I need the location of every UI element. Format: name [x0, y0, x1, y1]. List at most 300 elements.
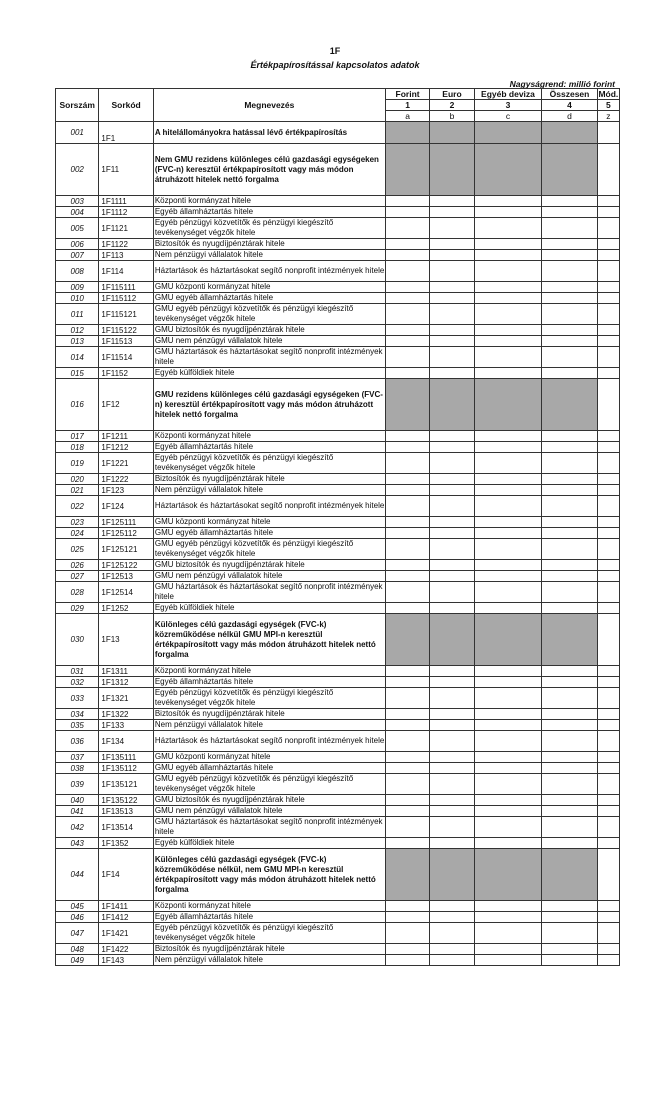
- cell-euro[interactable]: [430, 304, 474, 325]
- table-row: [56, 763, 620, 774]
- cell-mod[interactable]: [597, 261, 619, 282]
- cell-egyeb-deviza[interactable]: [474, 901, 542, 912]
- cell-osszesen[interactable]: [542, 923, 597, 944]
- cell-euro[interactable]: [430, 539, 474, 560]
- cell-forint[interactable]: [385, 239, 429, 250]
- cell-euro[interactable]: [430, 261, 474, 282]
- cell-osszesen[interactable]: [542, 250, 597, 261]
- cell-forint[interactable]: [385, 325, 429, 336]
- cell-mod[interactable]: [597, 250, 619, 261]
- cell-egyeb-deviza[interactable]: [474, 250, 542, 261]
- cell-osszesen[interactable]: [542, 666, 597, 677]
- cell-osszesen[interactable]: [542, 763, 597, 774]
- cell-euro[interactable]: [430, 838, 474, 849]
- cell-osszesen[interactable]: [542, 912, 597, 923]
- table-row: [56, 368, 620, 379]
- cell-mod[interactable]: [597, 709, 619, 720]
- row-number: 019: [56, 453, 99, 474]
- cell-euro[interactable]: [430, 955, 474, 966]
- cell-egyeb-deviza[interactable]: [474, 539, 542, 560]
- row-code: 1F1152: [99, 368, 153, 379]
- row-number: 012: [56, 325, 99, 336]
- cell-forint[interactable]: [385, 474, 429, 485]
- cell-forint[interactable]: [385, 485, 429, 496]
- cell-mod[interactable]: [597, 122, 619, 144]
- row-number: 041: [56, 806, 99, 817]
- cell-forint[interactable]: [385, 688, 429, 709]
- row-number: 010: [56, 293, 99, 304]
- cell-osszesen[interactable]: [542, 496, 597, 517]
- cell-euro[interactable]: [430, 614, 474, 666]
- cell-forint[interactable]: [385, 282, 429, 293]
- cell-osszesen[interactable]: [542, 261, 597, 282]
- cell-mod[interactable]: [597, 944, 619, 955]
- cell-mod[interactable]: [597, 774, 619, 795]
- cell-mod[interactable]: [597, 528, 619, 539]
- cell-osszesen[interactable]: [542, 677, 597, 688]
- cell-mod[interactable]: [597, 485, 619, 496]
- cell-egyeb-deviza[interactable]: [474, 282, 542, 293]
- row-code: 1F115121: [99, 304, 153, 325]
- cell-egyeb-deviza[interactable]: [474, 207, 542, 218]
- cell-egyeb-deviza[interactable]: [474, 571, 542, 582]
- cell-egyeb-deviza[interactable]: [474, 560, 542, 571]
- cell-forint[interactable]: [385, 763, 429, 774]
- row-code: 1F135121: [99, 774, 153, 795]
- cell-euro[interactable]: [430, 795, 474, 806]
- cell-mod[interactable]: [597, 571, 619, 582]
- cell-euro[interactable]: [430, 517, 474, 528]
- row-number: 036: [56, 731, 99, 752]
- row-code: 1F125111: [99, 517, 153, 528]
- cell-egyeb-deviza[interactable]: [474, 944, 542, 955]
- cell-euro[interactable]: [430, 485, 474, 496]
- row-code: 1F1411: [99, 901, 153, 912]
- row-number: 045: [56, 901, 99, 912]
- table-row: [56, 122, 620, 144]
- row-number: 043: [56, 838, 99, 849]
- table-row: [56, 923, 620, 944]
- cell-osszesen[interactable]: [542, 144, 597, 196]
- row-name: Biztosítók és nyugdíjpénztárak hitele: [153, 474, 385, 485]
- table-row: [56, 795, 620, 806]
- cell-forint[interactable]: [385, 368, 429, 379]
- cell-mod[interactable]: [597, 603, 619, 614]
- row-number: 046: [56, 912, 99, 923]
- cell-egyeb-deviza[interactable]: [474, 261, 542, 282]
- cell-mod[interactable]: [597, 731, 619, 752]
- cell-forint[interactable]: [385, 560, 429, 571]
- table-row: [56, 250, 620, 261]
- cell-mod[interactable]: [597, 207, 619, 218]
- cell-osszesen[interactable]: [542, 731, 597, 752]
- cell-egyeb-deviza[interactable]: [474, 752, 542, 763]
- row-name: Központi kormányzat hitele: [153, 666, 385, 677]
- cell-mod[interactable]: [597, 806, 619, 817]
- cell-forint[interactable]: [385, 795, 429, 806]
- cell-forint[interactable]: [385, 944, 429, 955]
- cell-mod[interactable]: [597, 763, 619, 774]
- cell-osszesen[interactable]: [542, 431, 597, 442]
- cell-mod[interactable]: [597, 144, 619, 196]
- cell-forint[interactable]: [385, 528, 429, 539]
- cell-euro[interactable]: [430, 901, 474, 912]
- cell-forint[interactable]: [385, 304, 429, 325]
- cell-egyeb-deviza[interactable]: [474, 666, 542, 677]
- cell-euro[interactable]: [430, 774, 474, 795]
- cell-forint[interactable]: [385, 817, 429, 838]
- cell-egyeb-deviza[interactable]: [474, 122, 542, 144]
- cell-euro[interactable]: [430, 571, 474, 582]
- cell-forint[interactable]: [385, 752, 429, 763]
- cell-euro[interactable]: [430, 720, 474, 731]
- cell-mod[interactable]: [597, 912, 619, 923]
- row-code: 1F134: [99, 731, 153, 752]
- cell-forint[interactable]: [385, 122, 429, 144]
- cell-mod[interactable]: [597, 293, 619, 304]
- cell-osszesen[interactable]: [542, 688, 597, 709]
- cell-forint[interactable]: [385, 442, 429, 453]
- cell-mod[interactable]: [597, 838, 619, 849]
- cell-euro[interactable]: [430, 474, 474, 485]
- cell-euro[interactable]: [430, 528, 474, 539]
- row-number: 011: [56, 304, 99, 325]
- row-number: 048: [56, 944, 99, 955]
- cell-forint[interactable]: [385, 582, 429, 603]
- cell-euro[interactable]: [430, 239, 474, 250]
- cell-osszesen[interactable]: [542, 207, 597, 218]
- cell-osszesen[interactable]: [542, 838, 597, 849]
- cell-egyeb-deviza[interactable]: [474, 582, 542, 603]
- cell-forint[interactable]: [385, 666, 429, 677]
- cell-euro[interactable]: [430, 688, 474, 709]
- cell-egyeb-deviza[interactable]: [474, 347, 542, 368]
- cell-euro[interactable]: [430, 453, 474, 474]
- cell-forint[interactable]: [385, 379, 429, 431]
- cell-egyeb-deviza[interactable]: [474, 774, 542, 795]
- cell-egyeb-deviza[interactable]: [474, 336, 542, 347]
- cell-osszesen[interactable]: [542, 368, 597, 379]
- cell-euro[interactable]: [430, 817, 474, 838]
- cell-forint[interactable]: [385, 912, 429, 923]
- cell-osszesen[interactable]: [542, 539, 597, 560]
- cell-osszesen[interactable]: [542, 293, 597, 304]
- cell-mod[interactable]: [597, 614, 619, 666]
- cell-euro[interactable]: [430, 496, 474, 517]
- cell-forint[interactable]: [385, 336, 429, 347]
- cell-egyeb-deviza[interactable]: [474, 838, 542, 849]
- cell-euro[interactable]: [430, 325, 474, 336]
- cell-egyeb-deviza[interactable]: [474, 453, 542, 474]
- cell-egyeb-deviza[interactable]: [474, 325, 542, 336]
- cell-mod[interactable]: [597, 304, 619, 325]
- cell-euro[interactable]: [430, 368, 474, 379]
- cell-egyeb-deviza[interactable]: [474, 442, 542, 453]
- cell-forint[interactable]: [385, 806, 429, 817]
- cell-osszesen[interactable]: [542, 347, 597, 368]
- cell-egyeb-deviza[interactable]: [474, 496, 542, 517]
- table-row: [56, 666, 620, 677]
- cell-mod[interactable]: [597, 955, 619, 966]
- row-name: Központi kormányzat hitele: [153, 431, 385, 442]
- cell-osszesen[interactable]: [542, 849, 597, 901]
- cell-forint[interactable]: [385, 539, 429, 560]
- row-number: 002: [56, 144, 99, 196]
- cell-osszesen[interactable]: [542, 239, 597, 250]
- cell-osszesen[interactable]: [542, 122, 597, 144]
- row-code: 1F115111: [99, 282, 153, 293]
- cell-euro[interactable]: [430, 293, 474, 304]
- cell-euro[interactable]: [430, 582, 474, 603]
- cell-mod[interactable]: [597, 325, 619, 336]
- cell-egyeb-deviza[interactable]: [474, 603, 542, 614]
- cell-mod[interactable]: [597, 474, 619, 485]
- cell-osszesen[interactable]: [542, 752, 597, 763]
- cell-euro[interactable]: [430, 431, 474, 442]
- cell-egyeb-deviza[interactable]: [474, 528, 542, 539]
- cell-egyeb-deviza[interactable]: [474, 688, 542, 709]
- row-number: 047: [56, 923, 99, 944]
- cell-osszesen[interactable]: [542, 442, 597, 453]
- cell-euro[interactable]: [430, 923, 474, 944]
- row-name: GMU biztosítók és nyugdíjpénztárak hitele: [153, 795, 385, 806]
- cell-egyeb-deviza[interactable]: [474, 196, 542, 207]
- cell-osszesen[interactable]: [542, 709, 597, 720]
- cell-mod[interactable]: [597, 442, 619, 453]
- col-header-euro: Euro: [430, 89, 474, 100]
- cell-euro[interactable]: [430, 207, 474, 218]
- cell-forint[interactable]: [385, 923, 429, 944]
- cell-euro[interactable]: [430, 849, 474, 901]
- cell-euro[interactable]: [430, 218, 474, 239]
- cell-mod[interactable]: [597, 517, 619, 528]
- cell-egyeb-deviza[interactable]: [474, 379, 542, 431]
- cell-mod[interactable]: [597, 677, 619, 688]
- cell-forint[interactable]: [385, 614, 429, 666]
- cell-euro[interactable]: [430, 731, 474, 752]
- cell-forint[interactable]: [385, 207, 429, 218]
- cell-osszesen[interactable]: [542, 582, 597, 603]
- cell-egyeb-deviza[interactable]: [474, 293, 542, 304]
- cell-egyeb-deviza[interactable]: [474, 912, 542, 923]
- cell-osszesen[interactable]: [542, 517, 597, 528]
- cell-forint[interactable]: [385, 431, 429, 442]
- cell-mod[interactable]: [597, 720, 619, 731]
- cell-euro[interactable]: [430, 442, 474, 453]
- cell-mod[interactable]: [597, 196, 619, 207]
- cell-euro[interactable]: [430, 709, 474, 720]
- cell-euro[interactable]: [430, 603, 474, 614]
- cell-forint[interactable]: [385, 571, 429, 582]
- cell-mod[interactable]: [597, 752, 619, 763]
- row-name: Nem pénzügyi vállalatok hitele: [153, 720, 385, 731]
- cell-osszesen[interactable]: [542, 614, 597, 666]
- cell-egyeb-deviza[interactable]: [474, 923, 542, 944]
- cell-egyeb-deviza[interactable]: [474, 817, 542, 838]
- cell-forint[interactable]: [385, 517, 429, 528]
- cell-euro[interactable]: [430, 752, 474, 763]
- col-letter-a: a: [385, 111, 429, 122]
- cell-euro[interactable]: [430, 282, 474, 293]
- cell-mod[interactable]: [597, 368, 619, 379]
- row-number: 034: [56, 709, 99, 720]
- cell-euro[interactable]: [430, 666, 474, 677]
- cell-osszesen[interactable]: [542, 485, 597, 496]
- cell-mod[interactable]: [597, 282, 619, 293]
- cell-euro[interactable]: [430, 347, 474, 368]
- cell-mod[interactable]: [597, 795, 619, 806]
- cell-egyeb-deviza[interactable]: [474, 849, 542, 901]
- cell-mod[interactable]: [597, 431, 619, 442]
- form-title: Értékpapírosítással kapcsolatos adatok: [250, 60, 420, 70]
- cell-mod[interactable]: [597, 688, 619, 709]
- cell-mod[interactable]: [597, 849, 619, 901]
- cell-egyeb-deviza[interactable]: [474, 517, 542, 528]
- cell-forint[interactable]: [385, 250, 429, 261]
- cell-osszesen[interactable]: [542, 806, 597, 817]
- row-code: 1F1422: [99, 944, 153, 955]
- cell-forint[interactable]: [385, 453, 429, 474]
- cell-mod[interactable]: [597, 817, 619, 838]
- cell-egyeb-deviza[interactable]: [474, 144, 542, 196]
- cell-osszesen[interactable]: [542, 304, 597, 325]
- cell-osszesen[interactable]: [542, 795, 597, 806]
- cell-forint[interactable]: [385, 496, 429, 517]
- cell-osszesen[interactable]: [542, 336, 597, 347]
- row-code: 1F11: [99, 144, 153, 196]
- row-name: Nem GMU rezidens különleges célú gazdasági egységeken (FVC-n) keresztül értékpapírosított vagy más módon átruházott hitelek nettó forgalma: [153, 144, 385, 196]
- cell-osszesen[interactable]: [542, 944, 597, 955]
- cell-euro[interactable]: [430, 379, 474, 431]
- cell-forint[interactable]: [385, 293, 429, 304]
- row-number: 038: [56, 763, 99, 774]
- cell-forint[interactable]: [385, 261, 429, 282]
- cell-egyeb-deviza[interactable]: [474, 368, 542, 379]
- cell-mod[interactable]: [597, 336, 619, 347]
- table-row: [56, 517, 620, 528]
- cell-mod[interactable]: [597, 347, 619, 368]
- cell-egyeb-deviza[interactable]: [474, 485, 542, 496]
- cell-mod[interactable]: [597, 239, 619, 250]
- row-name: Biztosítók és nyugdíjpénztárak hitele: [153, 239, 385, 250]
- cell-euro[interactable]: [430, 944, 474, 955]
- cell-egyeb-deviza[interactable]: [474, 806, 542, 817]
- cell-osszesen[interactable]: [542, 325, 597, 336]
- row-code: 1F1412: [99, 912, 153, 923]
- cell-egyeb-deviza[interactable]: [474, 474, 542, 485]
- cell-mod[interactable]: [597, 666, 619, 677]
- cell-forint[interactable]: [385, 347, 429, 368]
- cell-mod[interactable]: [597, 923, 619, 944]
- col-letter-z: z: [597, 111, 619, 122]
- cell-osszesen[interactable]: [542, 218, 597, 239]
- cell-euro[interactable]: [430, 196, 474, 207]
- cell-osszesen[interactable]: [542, 720, 597, 731]
- cell-euro[interactable]: [430, 806, 474, 817]
- cell-mod[interactable]: [597, 496, 619, 517]
- table-body: [56, 122, 620, 966]
- cell-mod[interactable]: [597, 539, 619, 560]
- cell-egyeb-deviza[interactable]: [474, 239, 542, 250]
- cell-mod[interactable]: [597, 560, 619, 571]
- row-name: GMU nem pénzügyi vállalatok hitele: [153, 806, 385, 817]
- cell-euro[interactable]: [430, 122, 474, 144]
- cell-egyeb-deviza[interactable]: [474, 795, 542, 806]
- row-name: GMU egyéb államháztartás hitele: [153, 528, 385, 539]
- cell-osszesen[interactable]: [542, 603, 597, 614]
- cell-egyeb-deviza[interactable]: [474, 431, 542, 442]
- row-code: 1F125122: [99, 560, 153, 571]
- cell-osszesen[interactable]: [542, 571, 597, 582]
- cell-euro[interactable]: [430, 250, 474, 261]
- cell-forint[interactable]: [385, 196, 429, 207]
- cell-forint[interactable]: [385, 838, 429, 849]
- cell-osszesen[interactable]: [542, 817, 597, 838]
- cell-osszesen[interactable]: [542, 474, 597, 485]
- cell-egyeb-deviza[interactable]: [474, 677, 542, 688]
- row-number: 003: [56, 196, 99, 207]
- row-code: 1F135122: [99, 795, 153, 806]
- table-row: [56, 720, 620, 731]
- cell-mod[interactable]: [597, 379, 619, 431]
- cell-egyeb-deviza[interactable]: [474, 709, 542, 720]
- cell-osszesen[interactable]: [542, 379, 597, 431]
- cell-mod[interactable]: [597, 582, 619, 603]
- cell-osszesen[interactable]: [542, 560, 597, 571]
- cell-osszesen[interactable]: [542, 196, 597, 207]
- cell-egyeb-deviza[interactable]: [474, 731, 542, 752]
- row-number: 027: [56, 571, 99, 582]
- cell-osszesen[interactable]: [542, 955, 597, 966]
- cell-euro[interactable]: [430, 336, 474, 347]
- row-name: Különleges célú gazdasági egységek (FVC-k) közreműködése nélkül, nem GMU MPI-n keresztül értékpapírosított vagy más módon átruházott hitelek nettó forgalma: [153, 849, 385, 901]
- cell-osszesen[interactable]: [542, 282, 597, 293]
- cell-forint[interactable]: [385, 849, 429, 901]
- cell-forint[interactable]: [385, 144, 429, 196]
- cell-forint[interactable]: [385, 709, 429, 720]
- cell-osszesen[interactable]: [542, 774, 597, 795]
- cell-forint[interactable]: [385, 720, 429, 731]
- cell-forint[interactable]: [385, 901, 429, 912]
- cell-egyeb-deviza[interactable]: [474, 720, 542, 731]
- cell-osszesen[interactable]: [542, 453, 597, 474]
- cell-euro[interactable]: [430, 677, 474, 688]
- cell-forint[interactable]: [385, 774, 429, 795]
- cell-forint[interactable]: [385, 603, 429, 614]
- row-name: GMU biztosítók és nyugdíjpénztárak hitele: [153, 325, 385, 336]
- cell-forint[interactable]: [385, 731, 429, 752]
- cell-egyeb-deviza[interactable]: [474, 763, 542, 774]
- cell-mod[interactable]: [597, 218, 619, 239]
- cell-euro[interactable]: [430, 912, 474, 923]
- cell-egyeb-deviza[interactable]: [474, 614, 542, 666]
- cell-mod[interactable]: [597, 901, 619, 912]
- cell-egyeb-deviza[interactable]: [474, 955, 542, 966]
- cell-euro[interactable]: [430, 763, 474, 774]
- cell-euro[interactable]: [430, 560, 474, 571]
- cell-forint[interactable]: [385, 218, 429, 239]
- cell-euro[interactable]: [430, 144, 474, 196]
- cell-egyeb-deviza[interactable]: [474, 304, 542, 325]
- cell-forint[interactable]: [385, 677, 429, 688]
- table-row: [56, 431, 620, 442]
- cell-osszesen[interactable]: [542, 528, 597, 539]
- cell-egyeb-deviza[interactable]: [474, 218, 542, 239]
- cell-forint[interactable]: [385, 955, 429, 966]
- cell-mod[interactable]: [597, 453, 619, 474]
- cell-osszesen[interactable]: [542, 901, 597, 912]
- row-name: Egyéb pénzügyi közvetítők és pénzügyi kiegészítő tevékenységet végzők hitele: [153, 688, 385, 709]
